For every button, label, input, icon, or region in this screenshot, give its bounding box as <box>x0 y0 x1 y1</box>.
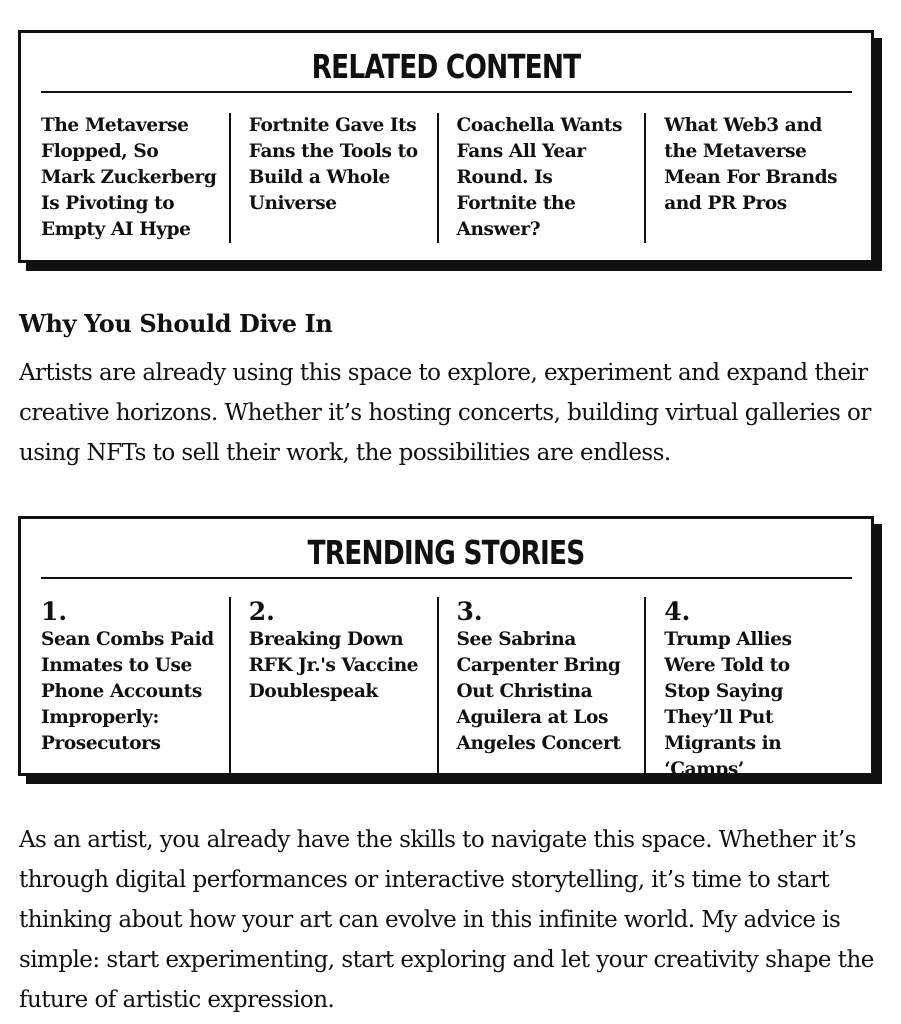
article-paragraph: As an artist, you already have the skills to navigate this space. Whether it’s through digital performances or interactive storytelling, it’s time to start thinking about how your art can evolve in this infinite world. My advice is simple: start experimenting, start exploring and let your creativity shape the future of artistic expression. <box>19 827 874 1013</box>
trending-item-link[interactable]: Trump Allies Were Told to Stop Saying They’ll Put Migrants in ‘Camps’ <box>664 629 792 780</box>
related-item <box>437 113 645 243</box>
trending-item <box>229 597 437 783</box>
trending-stories-module <box>18 516 874 780</box>
related-content-title: RELATED CONTENT <box>311 47 581 86</box>
related-content-divider <box>41 91 852 93</box>
related-item-link[interactable]: What Web3 and the Metaverse Mean For Brands and PR Pros <box>664 115 838 214</box>
trending-stories-list <box>41 597 852 783</box>
trending-item-link[interactable]: Sean Combs Paid Inmates to Use Phone Accounts Improperly: Prosecutors <box>41 629 214 754</box>
trending-item-link[interactable]: See Sabrina Carpenter Bring Out Christina Aguilera at Los Angeles Concert <box>456 629 621 754</box>
related-item <box>644 113 852 243</box>
trending-item-link[interactable]: Breaking Down RFK Jr.'s Vaccine Doublespeak <box>248 629 419 702</box>
trending-item-number: 1. <box>41 597 68 626</box>
trending-item-number: 3. <box>456 597 483 626</box>
related-content-module <box>18 30 874 263</box>
trending-stories-title: TRENDING STORIES <box>307 533 585 572</box>
trending-item <box>41 597 229 783</box>
trending-item <box>437 597 645 783</box>
section-subheading: Why You Should Dive In <box>19 309 333 338</box>
related-item-link[interactable]: The Metaverse Flopped, So Mark Zuckerberg Is Pivoting to Empty AI Hype <box>41 115 217 240</box>
related-content-list <box>41 113 852 243</box>
related-item-link[interactable]: Coachella Wants Fans All Year Round. Is Fortnite the Answer? <box>456 115 623 240</box>
trending-item-number: 2. <box>248 597 275 626</box>
trending-item <box>644 597 852 783</box>
trending-stories-divider <box>41 577 852 579</box>
related-item-link[interactable]: Fortnite Gave Its Fans the Tools to Build a Whole Universe <box>248 115 418 214</box>
related-item <box>41 113 229 243</box>
related-item <box>229 113 437 243</box>
article-paragraph: Artists are already using this space to explore, experiment and expand their creative horizons. Whether it’s hosting concerts, building virtual galleries or using NFTs to sell their work, the possibilities are endless. <box>19 360 871 466</box>
trending-item-number: 4. <box>664 597 691 626</box>
